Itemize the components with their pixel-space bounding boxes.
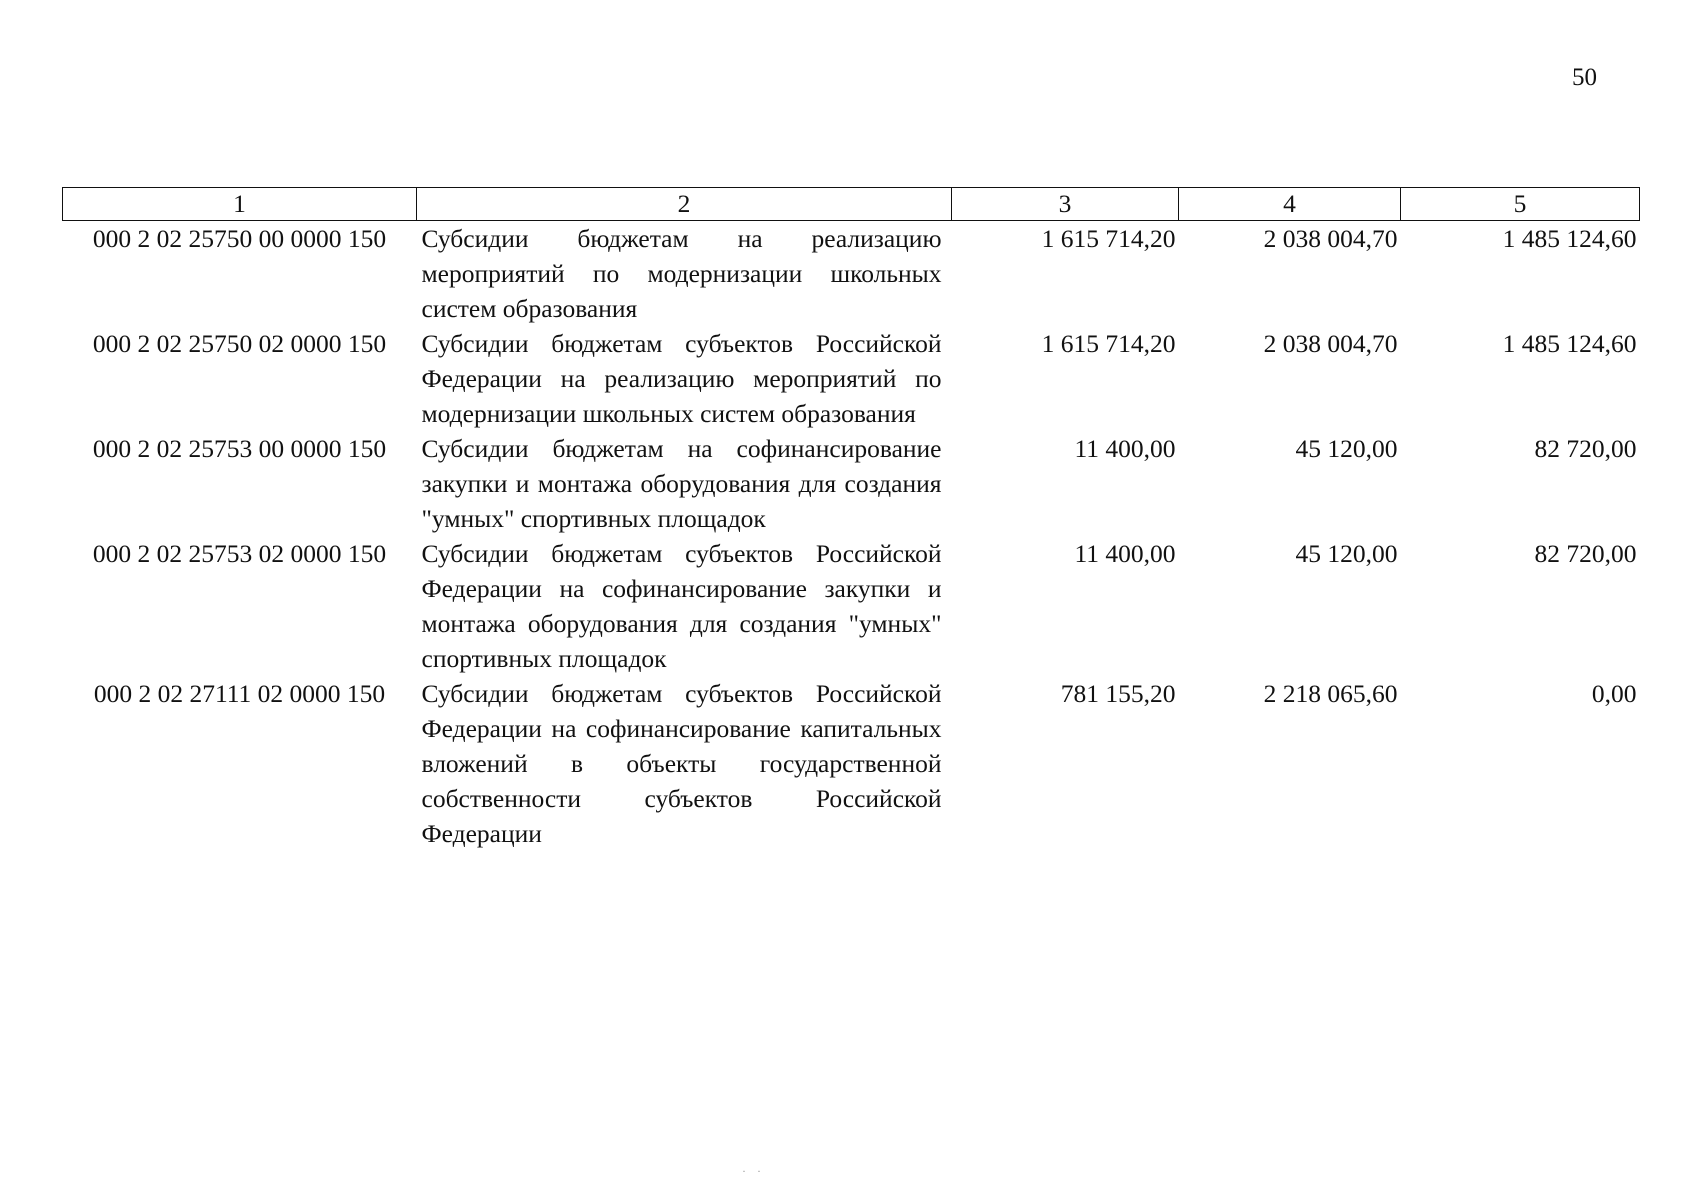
- budget-code: 000 2 02 27111 02 0000 150: [93, 679, 386, 708]
- amount-col-3: 11 400,00: [1074, 539, 1176, 568]
- amount-col-4: 45 120,00: [1295, 434, 1398, 463]
- row-description: Субсидии бюджетам на софинансирование закупки и монтажа оборудования для создания "умных" спортивных площадок: [421, 434, 942, 533]
- amount-col-3: 781 155,20: [1060, 679, 1176, 708]
- header-col-4: 4: [1179, 188, 1401, 221]
- amount-col-4: 45 120,00: [1295, 539, 1398, 568]
- amount-col-5: 0,00: [1591, 679, 1637, 708]
- table-row: [63, 536, 1640, 676]
- amount-col-3: 11 400,00: [1074, 434, 1176, 463]
- header-col-3: 3: [952, 188, 1179, 221]
- budget-table: [62, 187, 1640, 851]
- amount-col-3: 1 615 714,20: [1041, 329, 1176, 358]
- budget-code: 000 2 02 25750 00 0000 150: [92, 224, 387, 253]
- table-header: [63, 188, 1640, 221]
- row-description: Субсидии бюджетам субъектов Российской Федерации на реализацию мероприятий по модернизации школьных систем образования: [421, 329, 942, 428]
- row-description: Субсидии бюджетам на реализацию мероприятий по модернизации школьных систем образования: [421, 224, 942, 323]
- header-col-5: 5: [1401, 188, 1640, 221]
- amount-col-5: 82 720,00: [1534, 434, 1637, 463]
- amount-col-5: 82 720,00: [1534, 539, 1637, 568]
- table-row: [63, 326, 1640, 431]
- amount-col-5: 1 485 124,60: [1502, 224, 1637, 253]
- row-description: Субсидии бюджетам субъектов Российской Федерации на софинансирование капитальных вложений в объекты государственной собственности субъектов Российской Федерации: [421, 679, 942, 848]
- scan-artifact: · ·: [742, 1164, 765, 1178]
- amount-col-4: 2 038 004,70: [1263, 224, 1398, 253]
- amount-col-4: 2 218 065,60: [1263, 679, 1398, 708]
- header-row: [63, 188, 1640, 221]
- amount-col-4: 2 038 004,70: [1263, 329, 1398, 358]
- budget-code: 000 2 02 25753 00 0000 150: [92, 434, 387, 463]
- table-body: [63, 221, 1640, 852]
- budget-code: 000 2 02 25750 02 0000 150: [92, 329, 387, 358]
- table-row: [63, 221, 1640, 327]
- page-number: 50: [1572, 64, 1597, 91]
- table-row: [63, 676, 1640, 851]
- budget-code: 000 2 02 25753 02 0000 150: [92, 539, 387, 568]
- row-description: Субсидии бюджетам субъектов Российской Федерации на софинансирование закупки и монтажа оборудования для создания "умных" спортивных площадок: [421, 539, 942, 673]
- header-col-1: 1: [63, 188, 417, 221]
- table-row: [63, 431, 1640, 536]
- amount-col-5: 1 485 124,60: [1502, 329, 1637, 358]
- amount-col-3: 1 615 714,20: [1041, 224, 1176, 253]
- header-col-2: 2: [417, 188, 952, 221]
